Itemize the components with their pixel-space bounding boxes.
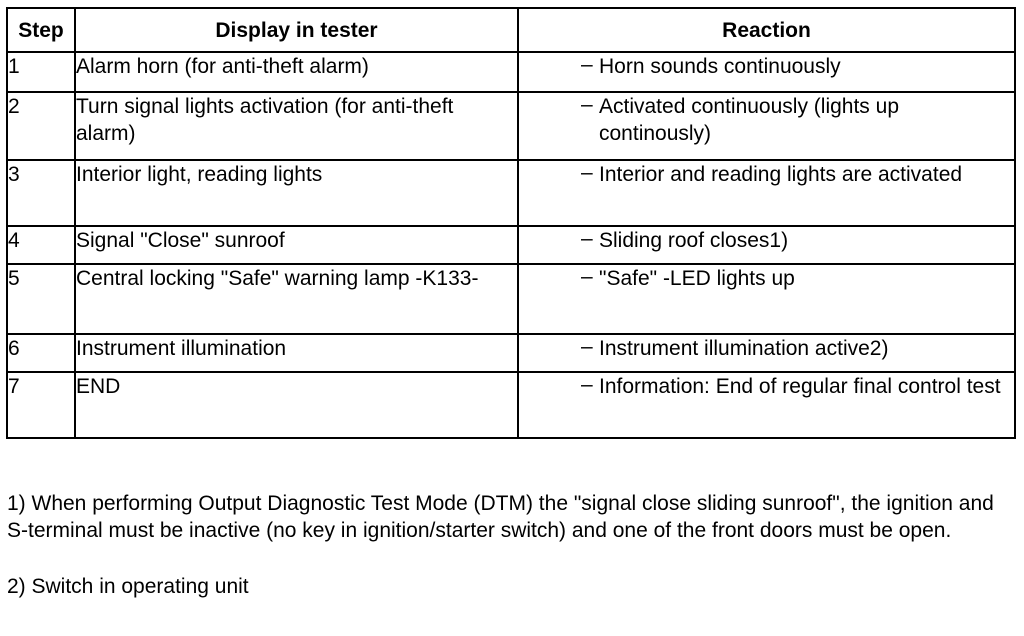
table-row <box>7 334 1015 372</box>
footnotes <box>7 490 1007 600</box>
step-number: 7 <box>7 372 75 438</box>
bullet-dash: – <box>581 265 593 288</box>
header-reaction: Reaction <box>518 8 1015 52</box>
step-number: 6 <box>7 334 75 372</box>
bullet-dash: – <box>581 93 593 116</box>
reaction-text: Sliding roof closes1) <box>599 229 789 252</box>
table-row <box>7 160 1015 226</box>
reaction-text: "Safe" -LED lights up <box>599 267 795 290</box>
header-step: Step <box>7 8 75 52</box>
display-text: Alarm horn (for anti-theft alarm) <box>75 52 518 92</box>
step-number: 5 <box>7 264 75 334</box>
reaction-cell <box>518 334 1015 372</box>
reaction-cell <box>518 226 1015 264</box>
display-text: Signal "Close" sunroof <box>75 226 518 264</box>
reaction-text: Activated continuously (lights up continously) <box>599 95 899 145</box>
step-number: 2 <box>7 92 75 160</box>
reaction-text: Instrument illumination active2) <box>599 337 889 360</box>
bullet-dash: – <box>581 53 593 76</box>
table-row <box>7 372 1015 438</box>
bullet-dash: – <box>581 373 593 396</box>
display-text: Turn signal lights activation (for anti-theft alarm) <box>75 92 518 160</box>
step-number: 3 <box>7 160 75 226</box>
bullet-dash: – <box>581 335 593 358</box>
table-row <box>7 226 1015 264</box>
table-header-row <box>7 8 1015 52</box>
step-number: 1 <box>7 52 75 92</box>
reaction-text: Information: End of regular final control test <box>599 375 1001 398</box>
reaction-cell <box>518 52 1015 92</box>
display-text: Central locking "Safe" warning lamp -K133- <box>75 264 518 334</box>
reaction-text: Horn sounds continuously <box>599 55 841 78</box>
reaction-cell <box>518 372 1015 438</box>
display-text: Instrument illumination <box>75 334 518 372</box>
footnote-2: 2) Switch in operating unit <box>7 575 249 598</box>
final-control-test-table <box>6 7 1016 439</box>
step-number: 4 <box>7 226 75 264</box>
reaction-text: Interior and reading lights are activated <box>599 163 963 186</box>
reaction-cell <box>518 92 1015 160</box>
display-text: Interior light, reading lights <box>75 160 518 226</box>
table-row <box>7 264 1015 334</box>
bullet-dash: – <box>581 161 593 184</box>
table-row <box>7 52 1015 92</box>
display-text: END <box>75 372 518 438</box>
header-display: Display in tester <box>75 8 518 52</box>
reaction-cell <box>518 264 1015 334</box>
reaction-cell <box>518 160 1015 226</box>
table-row <box>7 92 1015 160</box>
footnote-1: 1) When performing Output Diagnostic Test Mode (DTM) the "signal close sliding sunroof", the ignition and S-terminal must be inactive (no key in ignition/starter switch) and one of the front doors must be open. <box>7 492 994 542</box>
bullet-dash: – <box>581 227 593 250</box>
